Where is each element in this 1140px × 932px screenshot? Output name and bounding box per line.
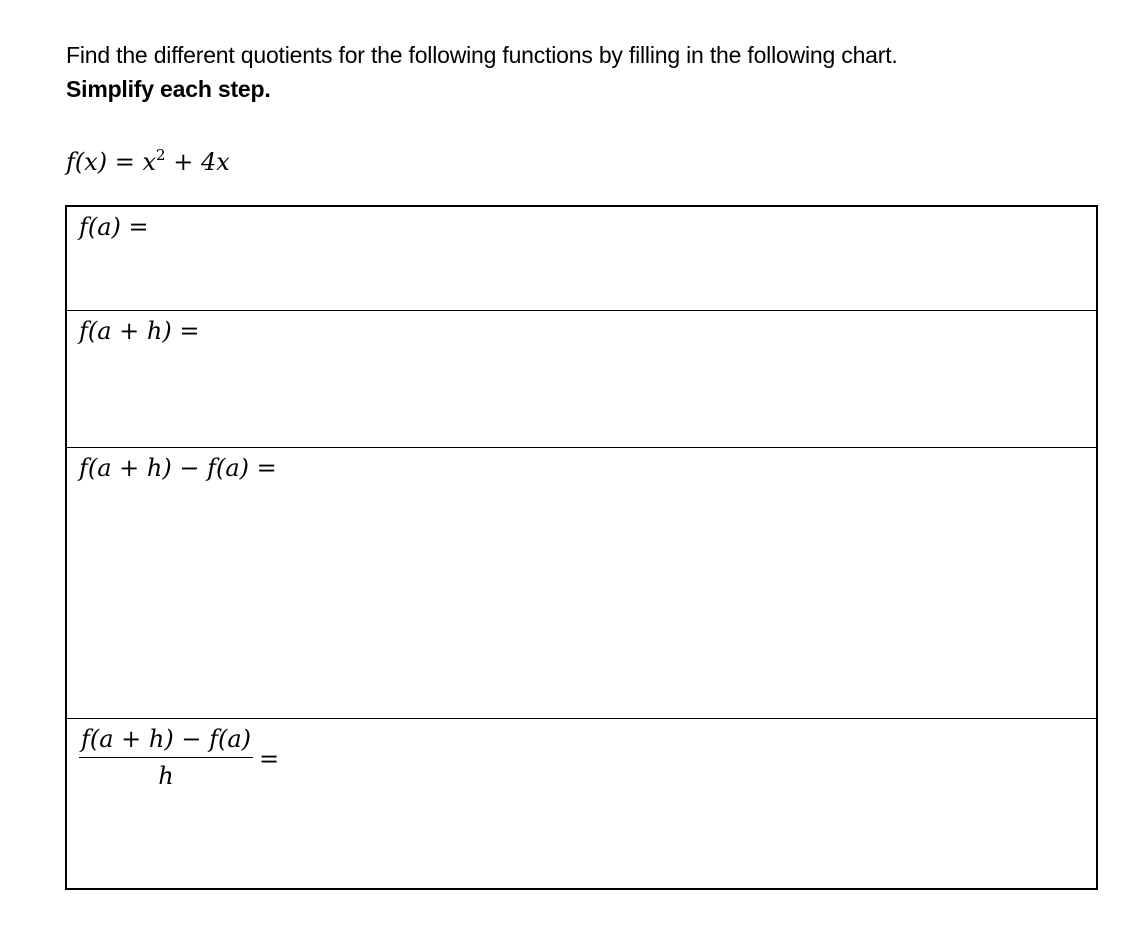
function-rhs: + 4x — [165, 148, 230, 176]
difference-quotient-expression — [79, 723, 279, 792]
answer-area-difference[interactable] — [67, 488, 1096, 718]
chart-row-f-a — [67, 207, 1096, 310]
fraction-equals-sign: = — [259, 745, 280, 773]
answer-area-f-a[interactable] — [67, 247, 1096, 310]
fraction-numerator: f(a + h) − f(a) — [81, 725, 252, 753]
function-lhs: f(x) = x — [66, 148, 157, 176]
chart-row-difference-quotient — [67, 718, 1096, 890]
function-definition — [66, 138, 230, 179]
function-exponent: 2 — [156, 146, 166, 164]
answer-area-difference-quotient[interactable] — [67, 799, 1096, 890]
chart-row-difference — [67, 447, 1096, 718]
difference-quotient-chart — [65, 205, 1098, 890]
chart-row-f-a-plus-h — [67, 310, 1096, 447]
fraction-denominator: h — [158, 762, 174, 790]
instructions-text: Find the different quotients for the following functions by filling in the following chart. — [66, 42, 898, 68]
fraction — [79, 723, 253, 792]
row-label-f-a: f(a) = — [79, 213, 149, 241]
instructions — [66, 38, 898, 106]
row-label-difference: f(a + h) − f(a) = — [79, 454, 277, 482]
instructions-emphasis: Simplify each step. — [66, 76, 271, 102]
answer-area-f-a-plus-h[interactable] — [67, 351, 1096, 447]
row-label-f-a-plus-h: f(a + h) = — [79, 317, 200, 345]
